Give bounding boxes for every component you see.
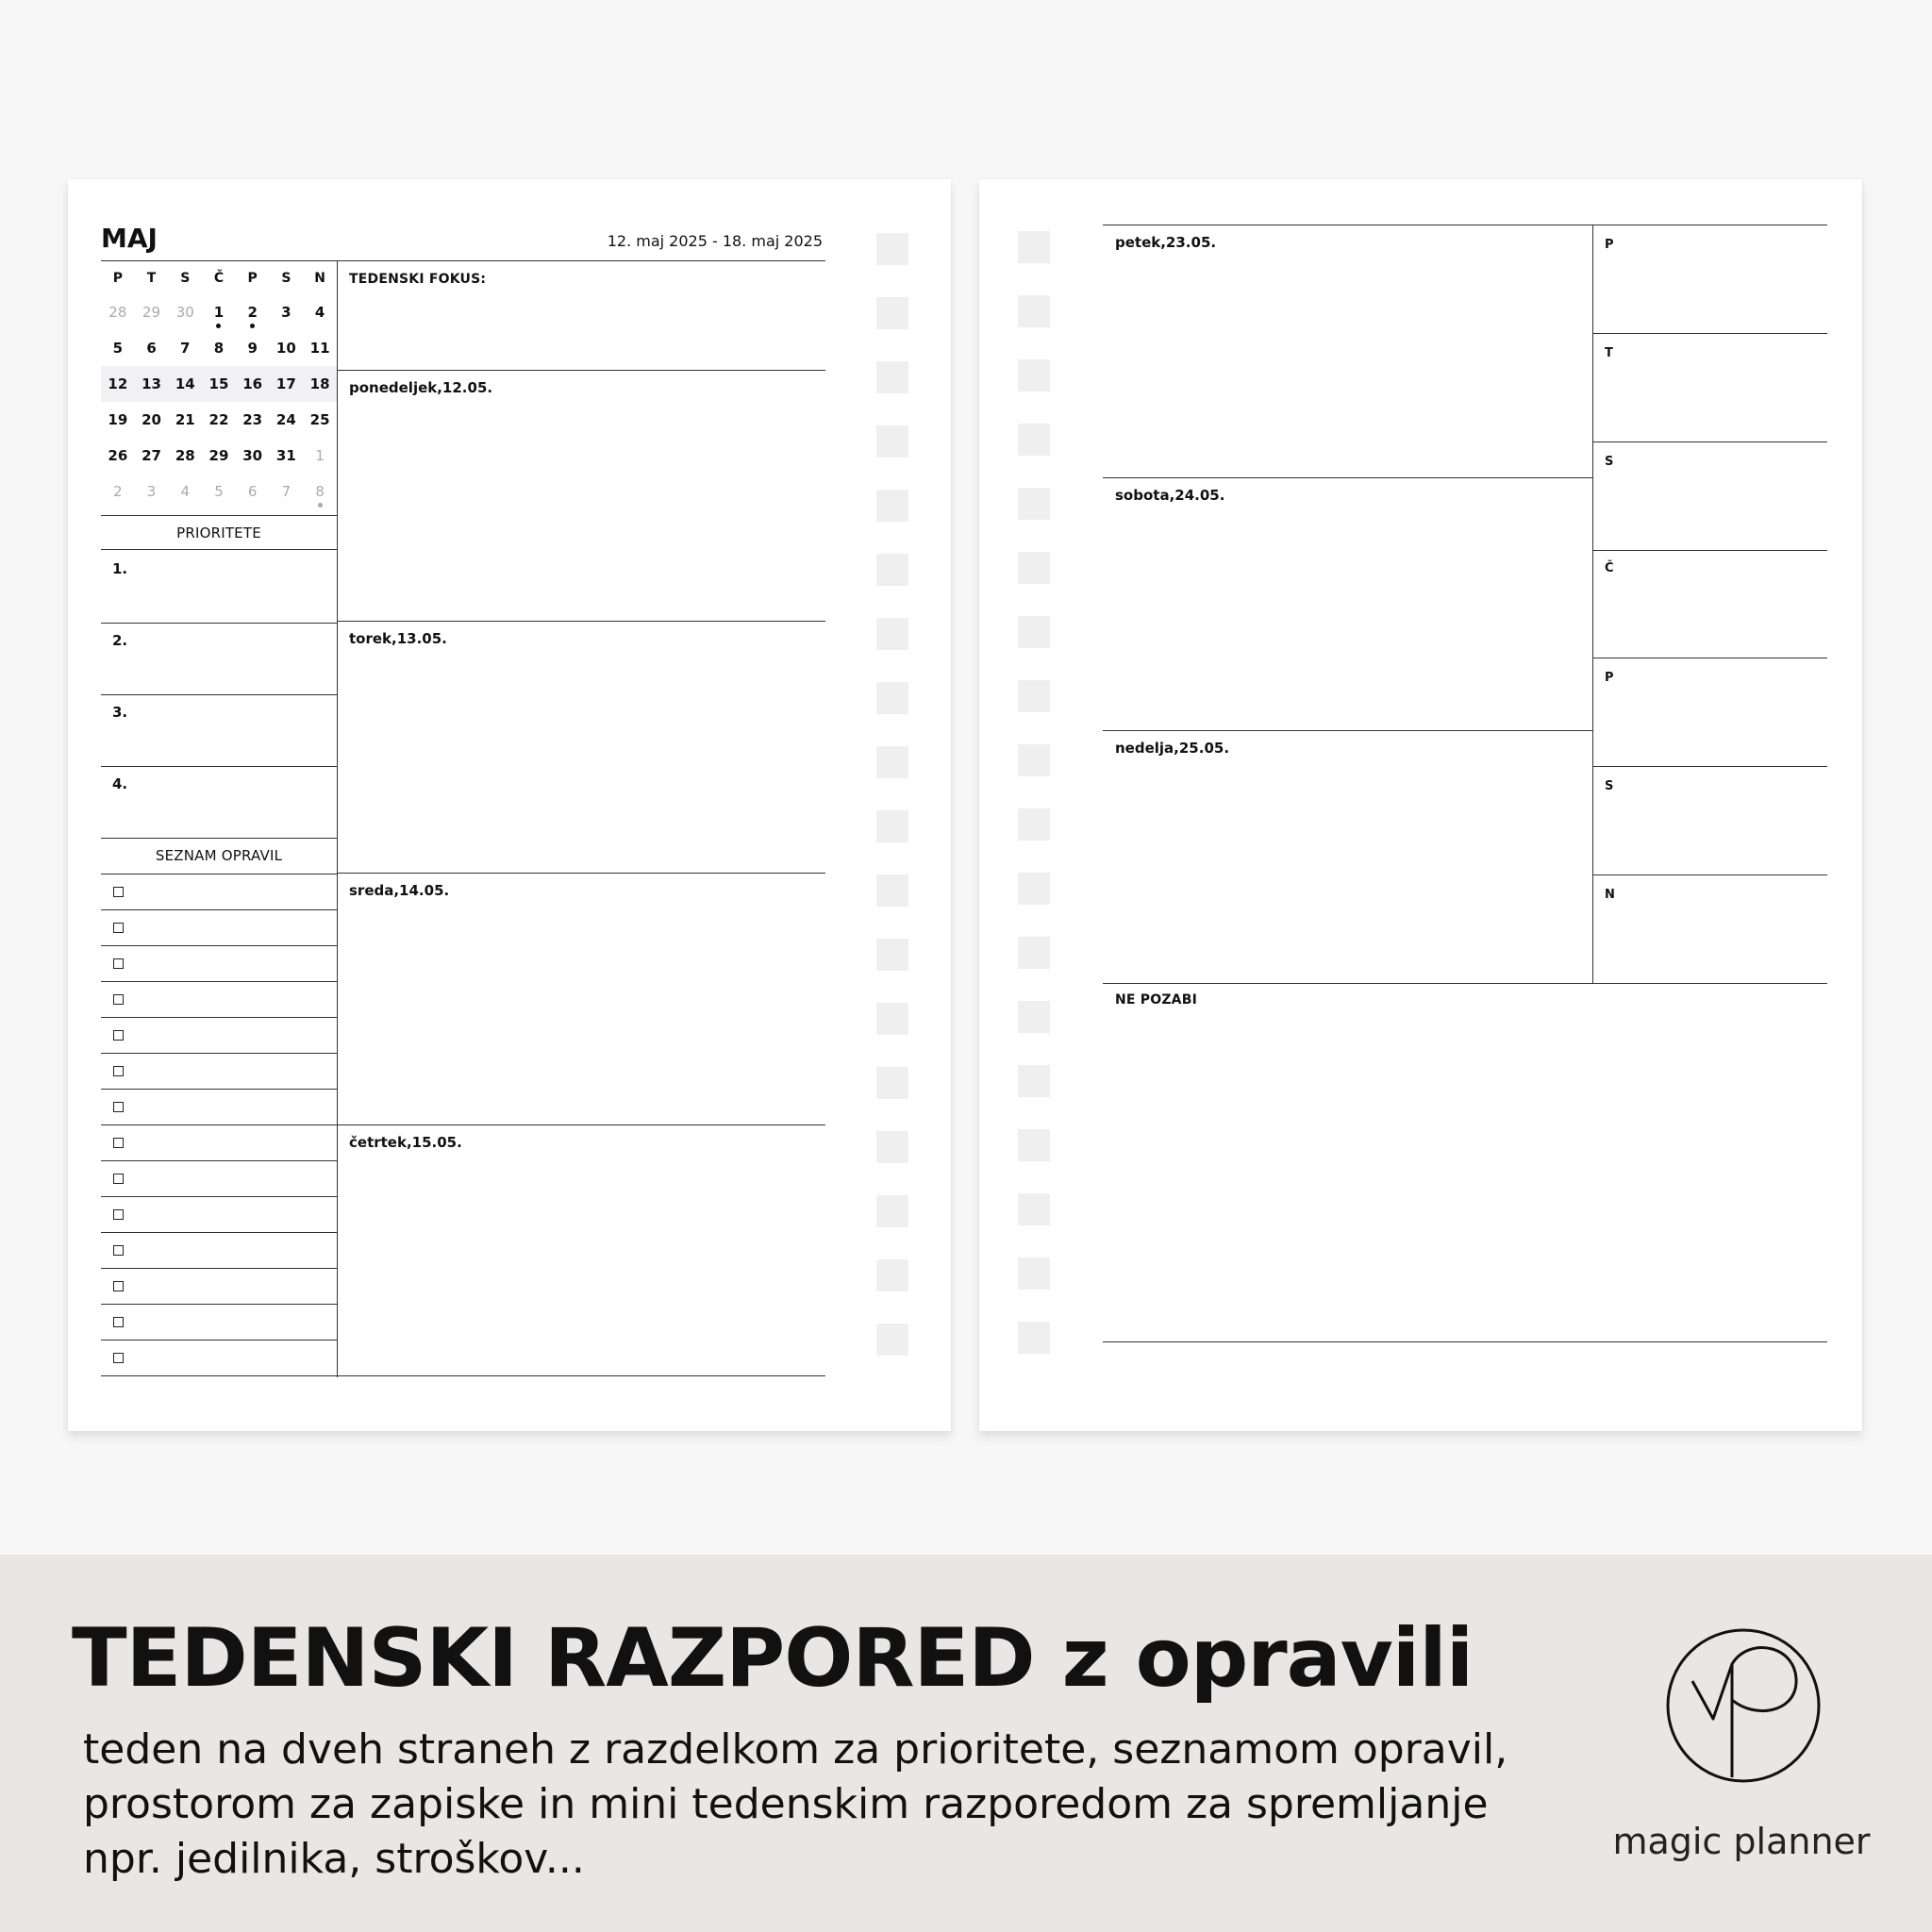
todo-checkbox[interactable] [113,1317,124,1327]
priorities-title: PRIORITETE [176,525,261,541]
binder-ring [1018,937,1050,969]
todo-checkbox[interactable] [113,994,124,1005]
binder-ring [1018,552,1050,584]
left-page [68,179,951,1431]
right-page [979,179,1862,1431]
todo-line [101,1160,337,1161]
day-number: 30 [175,304,194,321]
calendar-week [101,438,337,474]
binder-ring [1018,1129,1050,1161]
calendar-day[interactable]: 8 [213,340,225,357]
todo-checkbox[interactable] [113,1030,124,1041]
binder-ring [1018,424,1050,456]
bottom-line [1103,1341,1827,1342]
binder-ring [876,1067,908,1099]
calendar-day[interactable]: 16 [236,366,270,402]
binder-ring [876,682,908,714]
binder-ring [876,1003,908,1035]
todo-line [101,1340,337,1341]
todo-checkbox[interactable] [113,887,124,897]
weekly-focus-label: TEDENSKI FOKUS: [349,272,487,287]
day-label-tuesday: torek,13.05. [349,630,447,647]
day-number: 3 [281,304,291,321]
binder-ring [876,233,908,265]
calendar-day[interactable]: 20 [142,411,161,428]
calendar-day[interactable]: 30 [242,447,263,464]
binder-ring [876,874,908,907]
calendar-day[interactable]: 26 [108,447,128,464]
priority-number: 4. [112,775,128,792]
todo-line [101,1053,337,1054]
calendar-week [101,474,337,509]
calendar-day[interactable]: 10 [275,340,296,357]
todo-line [101,1268,337,1269]
binder-ring [1018,1257,1050,1290]
divider [101,766,337,767]
calendar-day[interactable]: 23 [242,411,263,428]
todo-title: SEZNAM OPRAVIL [155,847,283,864]
todo-checkbox[interactable] [113,1138,124,1148]
calendar-header-row [101,262,337,294]
calendar-day[interactable]: 2 [113,483,123,500]
calendar-day[interactable] [303,294,337,330]
day-label-wednesday: sreda,14.05. [349,882,450,899]
priority-number: 3. [112,704,128,721]
calendar-day[interactable]: 17 [270,366,304,402]
binder-ring [876,810,908,842]
calendar-day[interactable]: 6 [247,483,258,500]
brand-logo-icon [1664,1626,1823,1785]
calendar-day[interactable]: 25 [309,411,330,428]
divider [1103,730,1592,731]
mini-calendar [101,262,337,509]
divider [1592,550,1827,551]
weekday-header: P [112,271,123,286]
day-number: 1 [213,304,225,321]
calendar-day[interactable]: 18 [303,366,337,402]
divider [337,621,825,622]
divider [101,694,337,695]
binder-ring [876,746,908,778]
calendar-day[interactable]: 1 [315,447,325,464]
binder-ring [876,425,908,458]
binder-ring [1018,616,1050,648]
binder-ring [1018,744,1050,776]
divider [337,1124,825,1125]
mini-week-day: N [1605,888,1616,902]
calendar-week [101,330,337,366]
calendar-day[interactable] [135,294,169,330]
mini-week-day: P [1605,238,1614,252]
binder-ring [876,361,908,393]
binder-ring [1018,680,1050,712]
divider [101,838,337,839]
todo-checkbox[interactable] [113,958,124,969]
calendar-day[interactable] [270,294,304,330]
calendar-day[interactable]: 11 [309,340,330,357]
todo-line [101,1089,337,1090]
holiday-dot [216,324,221,328]
calendar-day[interactable]: 31 [275,447,296,464]
divider [1592,333,1827,334]
divider [1592,766,1827,767]
calendar-day[interactable]: 21 [175,411,195,428]
binder-ring [1018,488,1050,520]
day-label-friday: petek,23.05. [1115,234,1217,251]
divider [337,370,825,371]
calendar-day[interactable]: 4 [180,483,191,500]
binder-ring [1018,808,1050,841]
calendar-day[interactable]: 24 [275,411,296,428]
calendar-day[interactable]: 19 [108,411,128,428]
calendar-week-current [101,366,337,402]
calendar-day[interactable]: 29 [208,447,229,464]
divider [1103,477,1592,478]
divider [337,873,825,874]
calendar-day[interactable]: 3 [146,483,157,500]
calendar-day[interactable]: 6 [146,340,157,357]
day-number: 28 [108,304,127,321]
todo-checkbox[interactable] [113,1209,124,1220]
binder-ring [876,490,908,522]
calendar-day[interactable]: 13 [135,366,169,402]
mini-week-divider [1592,225,1593,983]
holiday-dot [318,503,323,508]
dont-forget-label: NE POZABI [1115,992,1197,1008]
banner-description: teden na dveh straneh z razdelkom za prioritete, seznamom opravil, prostorom za zapiske in mini tedenskim razporedom za spremljanje npr. jedilnika, stroškov... [83,1725,1508,1883]
day-label-monday: ponedeljek,12.05. [349,379,493,396]
calendar-day[interactable]: 5 [214,483,224,500]
calendar-day[interactable]: 27 [142,447,161,464]
weekday-header: S [180,271,191,286]
mini-week-day: P [1605,671,1614,685]
binder-ring [1018,1322,1050,1354]
calendar-day[interactable] [236,294,270,330]
binder-ring [876,1131,908,1163]
binder-ring [1018,1065,1050,1097]
binder-ring [876,297,908,329]
bottom-line [101,1375,825,1376]
calendar-week [101,294,337,330]
column-divider [337,260,338,1377]
mini-week-day: T [1605,346,1614,360]
todo-line [101,1232,337,1233]
day-label-thursday: četrtek,15.05. [349,1134,462,1151]
calendar-day[interactable]: 5 [112,340,124,357]
calendar-day[interactable] [303,474,337,509]
binder-ring [876,1195,908,1227]
binder-ring [1018,295,1050,327]
priority-number: 1. [112,560,128,577]
calendar-day[interactable] [168,294,202,330]
todo-checkbox[interactable] [113,1174,124,1184]
holiday-dot [250,324,255,328]
todo-checkbox[interactable] [113,1066,124,1076]
date-range: 12. maj 2025 - 18. maj 2025 [607,232,823,250]
binder-ring [1018,1193,1050,1225]
calendar-day[interactable]: 15 [202,366,236,402]
day-number: 2 [247,304,258,321]
mini-week-day: S [1605,455,1614,469]
todo-line [101,909,337,910]
todo-checkbox[interactable] [113,1281,124,1291]
todo-line [101,981,337,982]
divider [101,623,337,624]
weekday-header: S [281,271,291,286]
calendar-day[interactable]: 7 [180,340,191,357]
divider [1592,441,1827,442]
binder-ring [1018,873,1050,905]
binder-ring [876,554,908,586]
month-title: MAJ [101,223,158,254]
calendar-day[interactable]: 22 [208,411,229,428]
calendar-day[interactable]: 14 [168,366,202,402]
divider [101,515,337,516]
binder-ring [876,939,908,971]
binder-ring [876,1324,908,1356]
binder-ring [1018,231,1050,263]
todo-checkbox[interactable] [113,1102,124,1112]
todo-checkbox[interactable] [113,923,124,933]
day-number: 29 [142,304,161,321]
divider [1592,874,1827,875]
todo-line [101,1304,337,1305]
divider [101,549,337,550]
info-banner [0,1555,1932,1932]
priority-number: 2. [112,632,128,649]
header-divider [101,260,825,261]
calendar-day[interactable]: 12 [101,366,135,402]
day-label-sunday: nedelja,25.05. [1115,740,1230,757]
weekday-header: T [146,271,157,286]
todo-line [101,945,337,946]
todo-checkbox[interactable] [113,1245,124,1256]
binder-ring [876,1259,908,1291]
day-number: 8 [315,483,325,500]
todo-checkbox[interactable] [113,1353,124,1363]
todo-line [101,1017,337,1018]
weekday-header: Č [213,271,225,286]
banner-title: TEDENSKI RAZPORED z opravili [72,1611,1474,1706]
calendar-day[interactable]: 9 [247,340,258,357]
divider [1103,983,1827,984]
day-number: 4 [314,304,325,321]
brand-name: magic planner [1612,1821,1871,1862]
weekday-header: N [314,271,325,286]
binder-ring [876,618,908,650]
calendar-day[interactable] [101,294,135,330]
weekday-header: P [247,271,258,286]
binder-ring [1018,1001,1050,1033]
calendar-day[interactable]: 7 [281,483,291,500]
mini-week-day: Č [1605,561,1614,575]
day-label-saturday: sobota,24.05. [1115,487,1225,504]
mini-week-day: S [1605,779,1614,793]
calendar-day[interactable]: 28 [175,447,195,464]
todo-line [101,1124,337,1125]
calendar-week [101,402,337,438]
binder-ring [1018,359,1050,391]
todo-line [101,1196,337,1197]
calendar-day[interactable] [202,294,236,330]
